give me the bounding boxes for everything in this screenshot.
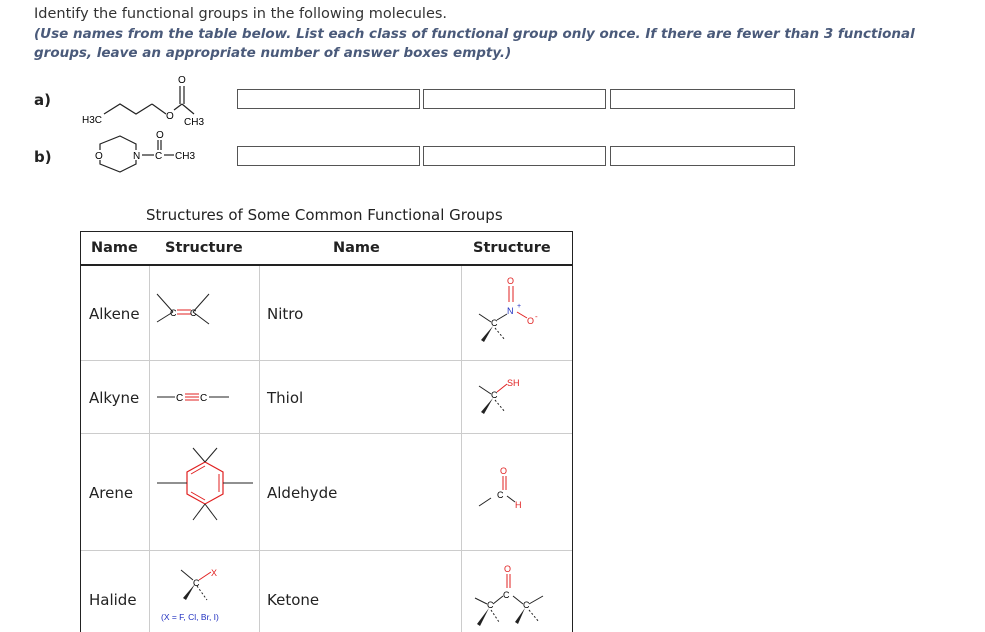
arene-structure xyxy=(153,444,257,534)
answer-a-2[interactable] xyxy=(423,89,606,109)
nitro-oxygen-1: O xyxy=(507,276,515,286)
thiol-sh: SH xyxy=(507,378,520,388)
thiol-structure xyxy=(477,372,567,422)
alkene-c1: C xyxy=(170,308,177,318)
row-aldehyde-name: Aldehyde xyxy=(267,484,338,502)
answer-b-1[interactable] xyxy=(237,146,420,166)
amide-oxygen-label: O xyxy=(156,130,164,141)
halide-structure xyxy=(153,564,257,630)
nitro-oxygen-2: O xyxy=(527,316,535,326)
halide-x: X xyxy=(211,568,218,578)
h3c-label: H3C xyxy=(82,115,103,126)
row-halide-name: Halide xyxy=(89,591,137,609)
ketone-carbon-3: C xyxy=(523,600,530,610)
ketone-structure xyxy=(473,564,569,630)
methyl-label: CH3 xyxy=(175,151,196,162)
header-name-2: Name xyxy=(333,240,380,256)
ester-oxygen-label: O xyxy=(166,111,174,122)
carbonyl-oxygen-label: O xyxy=(178,75,186,86)
row-alkene-name: Alkene xyxy=(89,305,140,323)
header-structure-2: Structure xyxy=(473,240,551,256)
ketone-carbon-2: C xyxy=(503,590,510,600)
nitro-minus: - xyxy=(535,312,538,321)
aldehyde-hydrogen: H xyxy=(515,500,522,510)
ch3-label: CH3 xyxy=(184,117,205,128)
ketone-oxygen: O xyxy=(504,564,512,574)
molecule-b-structure xyxy=(80,128,220,188)
answer-a-1[interactable] xyxy=(237,89,420,109)
alkene-structure xyxy=(153,284,257,334)
question-title: Identify the functional groups in the following molecules. xyxy=(34,6,448,22)
morpholine-oxygen-label: O xyxy=(95,151,103,162)
aldehyde-oxygen: O xyxy=(500,466,508,476)
row-ketone-name: Ketone xyxy=(267,591,320,609)
ketone-carbon-1: C xyxy=(487,600,494,610)
answer-b-2[interactable] xyxy=(423,146,606,166)
halide-note: (X = F, Cl, Br, I) xyxy=(161,612,219,622)
nitro-carbon: C xyxy=(491,318,498,328)
alkyne-c2: C xyxy=(200,393,208,404)
header-name-1: Name xyxy=(91,240,138,256)
header-structure-1: Structure xyxy=(165,240,243,256)
aldehyde-structure xyxy=(477,464,567,524)
row-nitro-name: Nitro xyxy=(267,305,304,323)
row-thiol-name: Thiol xyxy=(267,389,304,407)
answer-a-3[interactable] xyxy=(610,89,795,109)
nitro-plus: + xyxy=(517,303,522,310)
part-b-label: b) xyxy=(34,148,52,166)
question-instructions: (Use names from the table below. List each class of functional group only once. If there are fewer than 3 functional groups, leave an appropriate number of answer boxes empty.) xyxy=(34,26,915,61)
halide-carbon: C xyxy=(193,578,200,588)
answer-b-3[interactable] xyxy=(610,146,795,166)
thiol-carbon: C xyxy=(491,390,498,400)
row-arene-name: Arene xyxy=(89,484,134,502)
nitro-structure xyxy=(477,272,567,352)
alkyne-structure xyxy=(153,387,257,407)
table-header xyxy=(81,232,572,266)
functional-groups-table xyxy=(80,231,573,632)
molecule-a-structure xyxy=(80,70,220,130)
alkyne-c1: C xyxy=(176,393,184,404)
alkene-c2: C xyxy=(190,308,197,318)
nitro-nitrogen: N xyxy=(507,306,514,316)
part-a-label: a) xyxy=(34,91,51,109)
amide-nitrogen-label: N xyxy=(133,151,141,162)
aldehyde-carbon: C xyxy=(497,490,504,500)
table-caption: Structures of Some Common Functional Groups xyxy=(146,206,503,224)
row-alkyne-name: Alkyne xyxy=(89,389,140,407)
carbonyl-carbon-label: C xyxy=(155,151,163,162)
